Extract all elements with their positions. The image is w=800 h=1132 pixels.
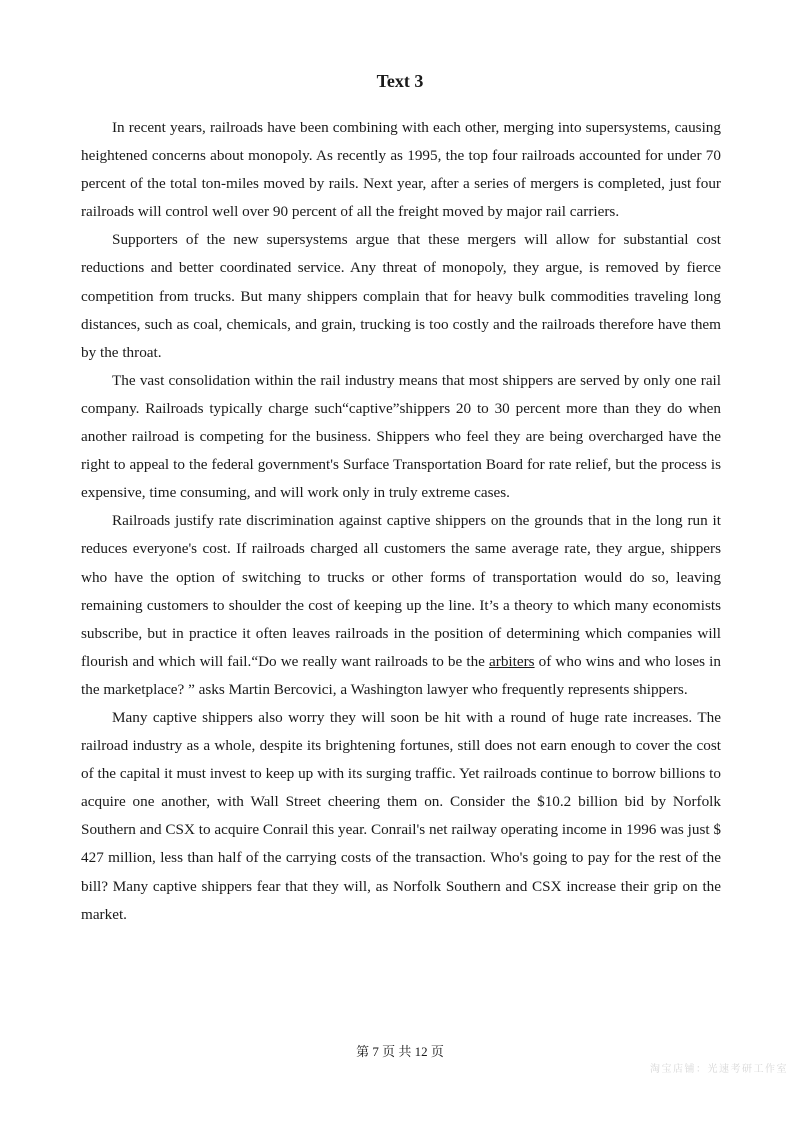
page-title: Text 3 [376, 71, 424, 91]
paragraph-4-before: Railroads justify rate discrimination against captive shippers on the grounds that in the long run it reduces everyone's cost. If railroads charged all customers the same average rate, they argue, shippers who have the option of switching to trucks or other forms of transportation would do so, leaving remaining customers to shoulder the cost of keeping up the line. It’s a theory to which many economists subscribe, but in practice it often leaves railroads in the position of determining which companies will flourish and which will fail.“Do we really want railroads to be the [81, 512, 721, 670]
article-body [81, 114, 721, 929]
paragraph-1: In recent years, railroads have been combining with each other, merging into supersystems, causing heightened concerns about monopoly. As recently as 1995, the top four railroads accounted for under 70 percent of the total ton-miles moved by rails. Next year, after a series of mergers is completed, just four railroads will control well over 90 percent of all the freight moved by major rail carriers. [81, 119, 721, 221]
page-number-footer: 第 7 页 共 12 页 [356, 1044, 444, 1059]
paragraph-4 [81, 507, 721, 704]
paragraph-3: The vast consolidation within the rail industry means that most shippers are served by only one rail company. Railroads typically charge such“captive”shippers 20 to 30 percent more than they do when another railroad is competing for the business. Shippers who feel they are being overcharged have the right to appeal to the federal government's Surface Transportation Board for rate relief, but the process is expensive, time consuming, and will work only in truly extreme cases. [81, 371, 721, 502]
underlined-word-arbiters: arbiters [489, 652, 535, 670]
watermark: 淘宝店铺：光速考研工作室 [650, 1064, 788, 1075]
paragraph-4-after: of who wins and who loses in the marketplace? ” asks Martin Bercovici, a Washington lawyer who frequently represents shippers. [81, 652, 721, 698]
paragraph-2: Supporters of the new supersystems argue that these mergers will allow for substantial cost reductions and better coordinated service. Any threat of monopoly, they argue, is removed by fierce competition from trucks. But many shippers complain that for heavy bulk commodities traveling long distances, such as coal, chemicals, and grain, trucking is too costly and the railroads therefore have them by the throat. [81, 231, 721, 361]
paragraph-5: Many captive shippers also worry they will soon be hit with a round of huge rate increases. The railroad industry as a whole, despite its brightening fortunes, still does not earn enough to cover the cost of the capital it must invest to keep up with its surging traffic. Yet railroads continue to borrow billions to acquire one another, with Wall Street cheering them on. Consider the $10.2 billion bid by Norfolk Southern and CSX to acquire Conrail this year. Conrail's net railway operating income in 1996 was just $ 427 million, less than half of the carrying costs of the transaction. Who's going to pay for the rest of the bill? Many captive shippers fear that they will, as Norfolk Southern and CSX increase their grip on the market. [81, 708, 721, 923]
